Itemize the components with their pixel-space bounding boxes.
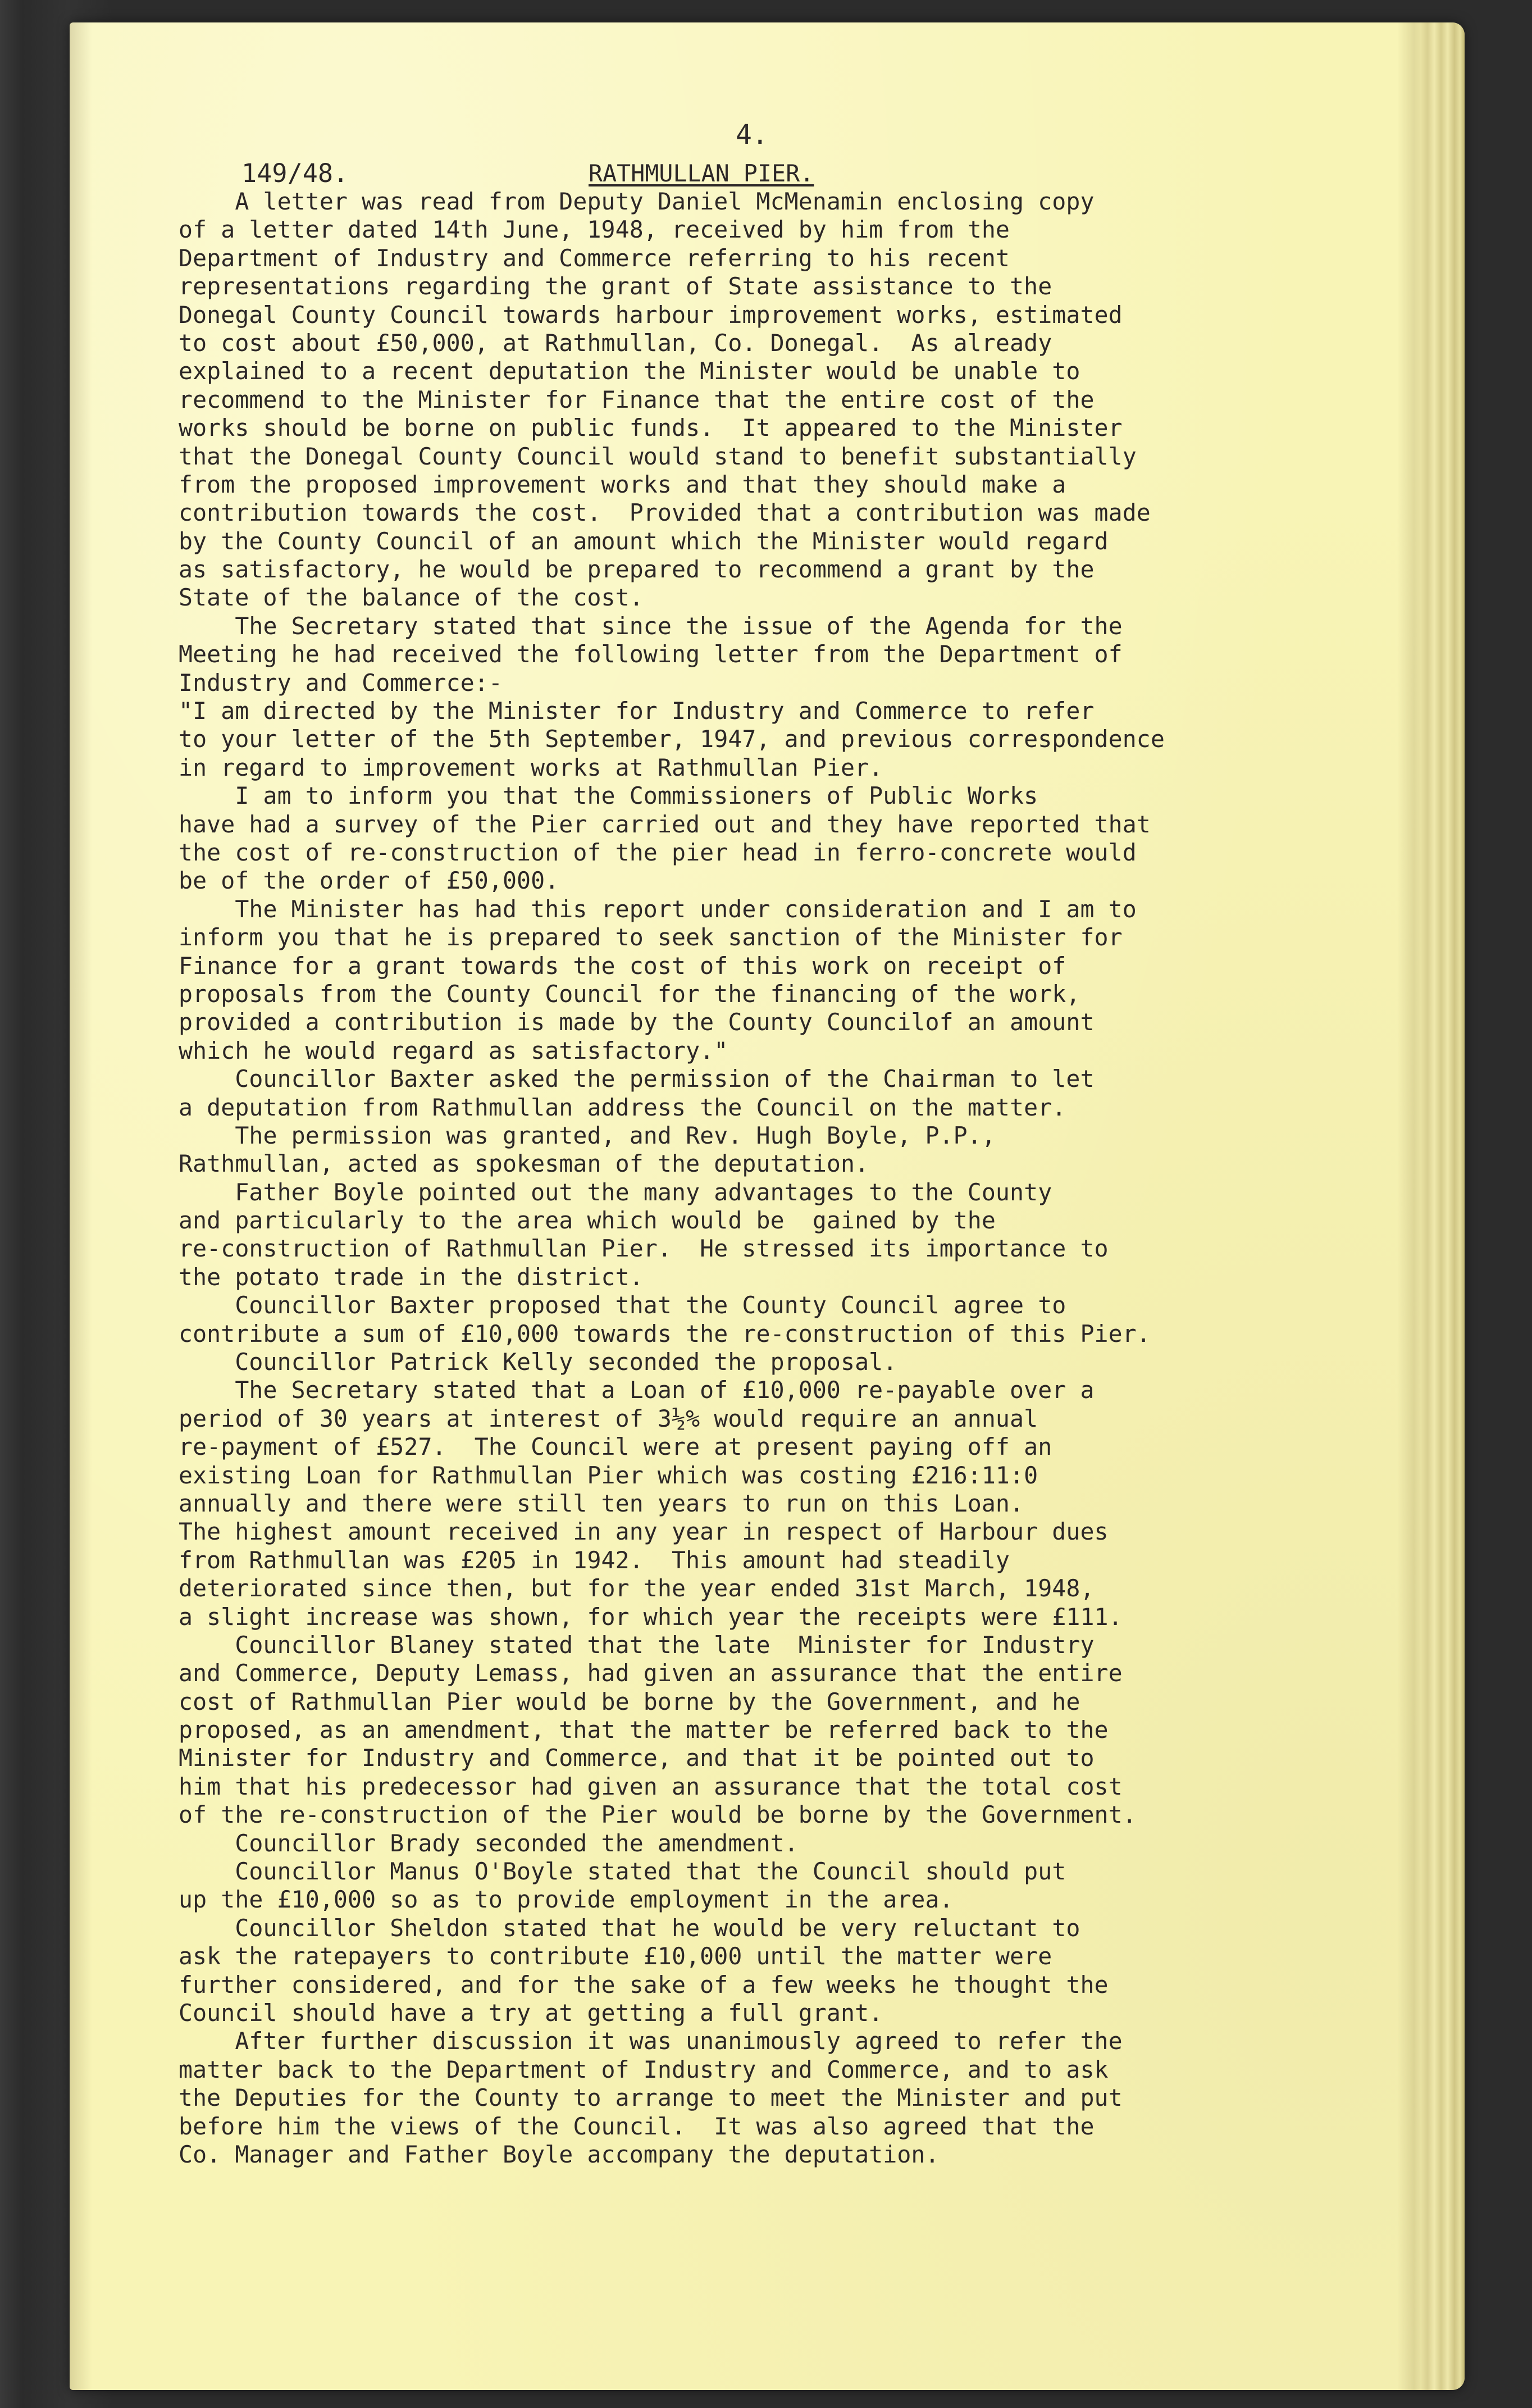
minute-text xyxy=(179,188,1414,2169)
text-line: proposals from the County Council for the financing of the work, xyxy=(179,980,1080,1008)
text-line: the cost of re-construction of the pier head in ferro-concrete would xyxy=(179,838,1137,866)
text-line: Father Boyle pointed out the many advantages to the County xyxy=(179,1178,1052,1206)
text-line: Rathmullan, acted as spokesman of the deputation. xyxy=(179,1150,869,1178)
text-line: Minister for Industry and Commerce, and that it be pointed out to xyxy=(179,1744,1095,1772)
text-line: from Rathmullan was £205 in 1942. This amount had steadily xyxy=(179,1546,1010,1574)
document-page xyxy=(70,22,1465,2390)
text-line: The Secretary stated that since the issue of the Agenda for the xyxy=(179,612,1123,640)
text-line: matter back to the Department of Industry and Commerce, and to ask xyxy=(179,2055,1109,2083)
text-line: re-payment of £527. The Council were at present paying off an xyxy=(179,1433,1052,1461)
text-line: the potato trade in the district. xyxy=(179,1263,644,1291)
text-line: by the County Council of an amount which the Minister would regard xyxy=(179,527,1109,555)
text-line: of a letter dated 14th June, 1948, received by him from the xyxy=(179,216,1010,244)
text-line: annually and there were still ten years to run on this Loan. xyxy=(179,1489,1024,1517)
text-line: The highest amount received in any year in respect of Harbour dues xyxy=(179,1518,1109,1546)
text-line: The permission was granted, and Rev. Hugh Boyle, P.P., xyxy=(179,1121,996,1149)
text-line: Councillor Manus O'Boyle stated that the Council should put xyxy=(179,1858,1066,1886)
text-line: The Minister has had this report under consideration and I am to xyxy=(179,895,1137,923)
text-line: which he would regard as satisfactory." xyxy=(179,1036,728,1064)
text-line: works should be borne on public funds. It appeared to the Minister xyxy=(179,414,1123,442)
text-line: Council should have a try at getting a full grant. xyxy=(179,1999,883,2027)
text-line: Industry and Commerce:- xyxy=(179,668,503,697)
text-line: A letter was read from Deputy Daniel McMenamin enclosing copy xyxy=(179,188,1095,215)
text-line: a slight increase was shown, for which year the receipts were £111. xyxy=(179,1603,1123,1631)
text-line: before him the views of the Council. It was also agreed that the xyxy=(179,2112,1095,2140)
text-line: cost of Rathmullan Pier would be borne by the Government, and he xyxy=(179,1687,1080,1715)
text-line: deteriorated since then, but for the year ended 31st March, 1948, xyxy=(179,1574,1095,1603)
text-line: contribution towards the cost. Provided that a contribution was made xyxy=(179,499,1151,527)
text-line: a deputation from Rathmullan address the Council on the matter. xyxy=(179,1093,1066,1121)
text-line: as satisfactory, he would be prepared to recommend a grant by the xyxy=(179,556,1095,584)
text-line: Councillor Blaney stated that the late Minister for Industry xyxy=(179,1631,1095,1659)
text-line: Councillor Brady seconded the amendment. xyxy=(179,1829,799,1857)
page-gutter-shadow xyxy=(70,22,92,2390)
text-line: in regard to improvement works at Rathmullan Pier. xyxy=(179,753,883,781)
minute-body xyxy=(179,160,1414,2169)
text-line: that the Donegal County Council would stand to benefit substantially xyxy=(179,442,1137,470)
text-line: existing Loan for Rathmullan Pier which was costing £216:11:0 xyxy=(179,1461,1038,1489)
text-line: inform you that he is prepared to seek sanction of the Minister for xyxy=(179,923,1123,952)
text-line: recommend to the Minister for Finance that the entire cost of the xyxy=(179,385,1095,413)
text-line: Councillor Baxter proposed that the County Council agree to xyxy=(179,1291,1066,1319)
text-line: After further discussion it was unanimously agreed to refer the xyxy=(179,2027,1123,2055)
text-line: I am to inform you that the Commissioners of Public Works xyxy=(179,782,1038,810)
minute-reference: 149/48. xyxy=(241,158,349,188)
text-line: from the proposed improvement works and that they should make a xyxy=(179,470,1066,498)
text-line: "I am directed by the Minister for Industry and Commerce to refer xyxy=(179,697,1095,725)
text-line: have had a survey of the Pier carried out and they have reported that xyxy=(179,810,1151,838)
text-line: him that his predecessor had given an assurance that the total cost xyxy=(179,1772,1123,1800)
text-line: period of 30 years at interest of 3½% would require an annual xyxy=(179,1404,1038,1432)
text-line: further considered, and for the sake of a few weeks he thought the xyxy=(179,1970,1109,1999)
text-line: Councillor Baxter asked the permission of the Chairman to let xyxy=(179,1065,1095,1093)
text-line: the Deputies for the County to arrange to meet the Minister and put xyxy=(179,2084,1123,2112)
text-line: The Secretary stated that a Loan of £10,000 re-payable over a xyxy=(179,1376,1095,1404)
text-line: up the £10,000 so as to provide employment in the area. xyxy=(179,1886,954,1914)
text-line: ask the ratepayers to contribute £10,000 until the matter were xyxy=(179,1942,1052,1970)
text-line: of the re-construction of the Pier would be borne by the Government. xyxy=(179,1801,1137,1829)
text-line: to your letter of the 5th September, 1947, and previous correspondence xyxy=(179,725,1165,753)
page-number: 4. xyxy=(736,119,768,151)
text-line: explained to a recent deputation the Minister would be unable to xyxy=(179,357,1080,385)
text-line: and particularly to the area which would be gained by the xyxy=(179,1207,996,1235)
text-line: Department of Industry and Commerce referring to his recent xyxy=(179,244,1010,272)
minute-heading xyxy=(179,160,1414,188)
text-line: Councillor Patrick Kelly seconded the proposal. xyxy=(179,1348,897,1376)
minute-title: RATHMULLAN PIER. xyxy=(589,160,814,187)
text-line: provided a contribution is made by the County Councilof an amount xyxy=(179,1008,1095,1036)
text-line: Finance for a grant towards the cost of this work on receipt of xyxy=(179,952,1066,980)
text-line: Councillor Sheldon stated that he would be very reluctant to xyxy=(179,1914,1080,1942)
text-line: representations regarding the grant of State assistance to the xyxy=(179,272,1052,301)
text-line: proposed, as an amendment, that the matter be referred back to the xyxy=(179,1716,1109,1744)
text-line: re-construction of Rathmullan Pier. He stressed its importance to xyxy=(179,1235,1109,1263)
text-line: Co. Manager and Father Boyle accompany the deputation. xyxy=(179,2140,940,2168)
text-line: to cost about £50,000, at Rathmullan, Co. Donegal. As already xyxy=(179,329,1052,357)
text-line: contribute a sum of £10,000 towards the re-construction of this Pier. xyxy=(179,1319,1151,1348)
text-line: and Commerce, Deputy Lemass, had given an assurance that the entire xyxy=(179,1659,1123,1687)
text-line: State of the balance of the cost. xyxy=(179,584,644,612)
text-line: be of the order of £50,000. xyxy=(179,867,559,895)
text-line: Donegal County Council towards harbour improvement works, estimated xyxy=(179,301,1123,329)
text-line: Meeting he had received the following letter from the Department of xyxy=(179,640,1123,668)
